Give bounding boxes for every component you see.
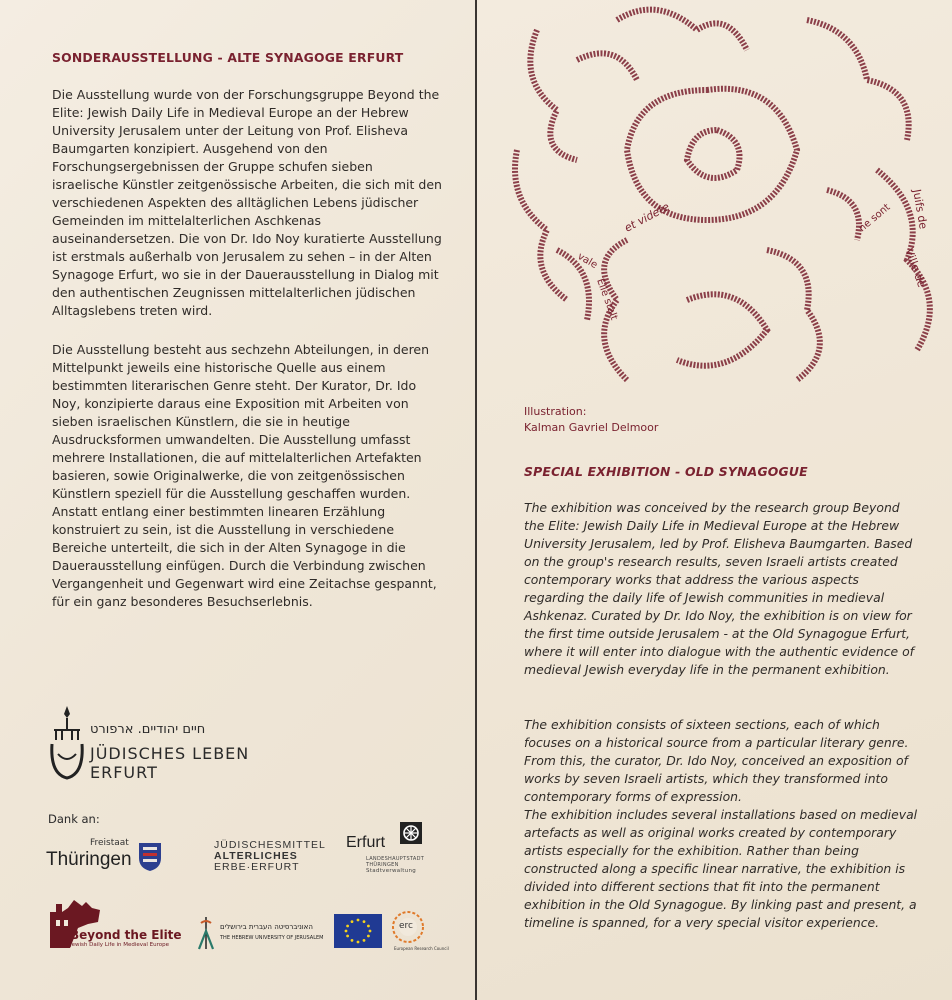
calligraphy-illustration xyxy=(477,0,952,400)
hebrew-university-hebrew-name: האוניברסיטה העברית בירושלים xyxy=(220,923,313,931)
erfurt-city-logo xyxy=(346,822,446,882)
illustration-word-1: et videte xyxy=(622,200,672,235)
logo-hebrew-text: חיים יהודיים. ארפורט xyxy=(90,722,206,737)
erfurt-sub-3: Stadtverwaltung xyxy=(366,868,417,874)
beyond-the-elite-logo xyxy=(48,898,188,954)
illustration-word-2: Elle stalt xyxy=(594,277,620,322)
mittel-line-3: ERBE·ERFURT xyxy=(214,861,300,873)
hebrew-university-emblem-icon xyxy=(196,915,216,951)
caption-line-1: Illustration: xyxy=(524,405,587,418)
illustration-caption xyxy=(524,404,658,436)
english-paragraph-1: The exhibition was conceived by the research group Beyond the Elite: Jewish Daily Life in Medieval Europe at the Hebrew University Jerusalem, led by Prof. Elisheva Baumgarten. Based on the group's research results, seven Israeli artists created contemporary works that address the various aspects regarding the daily life of Jewish communities in medieval Ashkenaz. Curated by Dr. Ido Noy, the exhibition is on view for the first time outside Jerusalem - at the Old Synagogue Erfurt, where it will enter into dialogue with the authentic evidence of medieval Jewish everyday life in the permanent exhibition. xyxy=(524,500,915,677)
illustration-word-3: Ville de xyxy=(902,246,929,290)
beyond-the-elite-subtitle: Jewish Daily Life in Medieval Europe xyxy=(70,942,169,948)
english-paragraph-3: The exhibition includes several installations based on medieval artefacts as well as original works created by contemporary artists especially for the exhibition. Rather than being constructed along a specific linear narrative, the exhibition is divided into different sections that fit into the permanent exhibition in the Old Synagogue. By linking past and present, a timeline is spanned, for a very special visitor experience. xyxy=(524,807,918,930)
german-paragraph-1: Die Ausstellung wurde von der Forschungsgruppe Beyond the Elite: Jewish Daily Life in Medieval Europe an der Hebrew University Jerusalem unter der Leitung von Prof. Elisheva Baumgarten konzipiert. Ausgehend von den Forschungsergebnissen der Gruppe schufen sieben israelische Künstler zeitgenössische Arbeiten, die sich mit den verschiedenen Aspekten des alltäglichen Lebens jüdischer Gemeinden im mittelalterlichen Aschkenas auseinandersetzen. Die von Dr. Ido Noy kuratierte Ausstellung ist erstmals außerhalb von Jerusalem zu sehen – in der Alten Synagoge Erfurt, wo sie in der Dauerausstellung in Dialog mit den authentischen Zeugnissen mittelalterlichen jüdischen Alltagslebens treten wird. xyxy=(52,87,442,318)
thuringen-coat-of-arms-icon xyxy=(138,842,162,872)
hebrew-university-logo xyxy=(196,915,324,955)
thanks-label: Dank an: xyxy=(48,812,100,826)
thuringen-logo xyxy=(46,838,166,878)
eu-flag-logo xyxy=(334,914,382,948)
erfurt-sub-1: LANDESHAUPTSTADT xyxy=(366,856,425,862)
erc-logo xyxy=(388,910,449,956)
hebrew-university-english-name: THE HEBREW UNIVERSITY OF JERUSALEM xyxy=(220,935,324,941)
right-page xyxy=(477,0,952,1000)
erfurt-subtitle xyxy=(366,856,424,874)
german-heading: SONDERAUSSTELLUNG - ALTE SYNAGOGE ERFURT xyxy=(52,50,404,65)
erc-text: erc xyxy=(399,921,413,931)
english-paragraph-2-block xyxy=(524,716,919,932)
thuringen-freistaat-text: Freistaat xyxy=(90,838,129,848)
juedisches-mittelalterliches-erbe-logo xyxy=(214,839,326,880)
erc-subtitle: European Research Council xyxy=(394,946,449,951)
beyond-the-elite-title: Beyond the Elite xyxy=(70,928,182,942)
caption-line-2: Kalman Gavriel Delmoor xyxy=(524,421,659,434)
logo-line-2: ERFURT xyxy=(90,763,158,782)
thuringen-text: Thüringen xyxy=(46,849,132,870)
left-page xyxy=(0,0,475,1000)
illustration-word-6: vale xyxy=(575,251,600,272)
erfurt-text: Erfurt xyxy=(346,834,386,851)
menorah-bowl-icon xyxy=(46,704,88,784)
english-paragraph-2: The exhibition consists of sixteen sections, each of which focuses on a historical source from a particular literary genre. From this, the curator, Dr. Ido Noy, conceived an exposition of works by seven Israeli artists, which they transformed into contemporary forms of expression. xyxy=(524,717,909,804)
english-heading: SPECIAL EXHIBITION - OLD SYNAGOGUE xyxy=(524,464,808,479)
illustration-word-4: Juifs de xyxy=(910,188,930,231)
logo-line-1: JÜDISCHES LEBEN xyxy=(90,744,250,763)
eu-flag-icon xyxy=(334,914,382,948)
mittel-line-2: ALTERLICHES xyxy=(214,850,298,862)
illustration-word-5: ne sont xyxy=(856,201,893,235)
german-paragraph-2: Die Ausstellung besteht aus sechzehn Abteilungen, in deren Mittelpunkt jeweils eine historische Quelle aus einem bestimmten literarischen Genre steht. Der Kurator, Dr. Ido Noy, konzipierte daraus eine Exposition mit Arbeiten von sieben israelischen Künstlern, die sie in heutige Ausdrucksformen umwandelten. Die Ausstellung umfasst mehrere Installationen, die auf mittelalterlichen Artefakten basieren, sowie Originalwerke, die von zeitgenössischen Künstlern speziell für die Ausstellung geschaffen wurden. Anstatt entlang einer bestimmten linearen Erzählung konstruiert zu sein, ist die Ausstellung in verschiedene Bereiche unterteilt, die sich in der Alten Synagoge in die Dauerausstellung einfügen. Durch die Verbindung zwischen Vergangenheit und Gegenwart wird eine Zeitachse gespannt, für ein ganz besonderes Besuchserlebnis. xyxy=(52,342,437,609)
erfurt-sub-2: THÜRINGEN xyxy=(366,862,399,868)
juedisches-leben-logo xyxy=(46,704,266,784)
erfurt-wheel-icon xyxy=(400,822,422,844)
mittel-line-1: JÜDISCHESMITTEL xyxy=(214,839,326,851)
